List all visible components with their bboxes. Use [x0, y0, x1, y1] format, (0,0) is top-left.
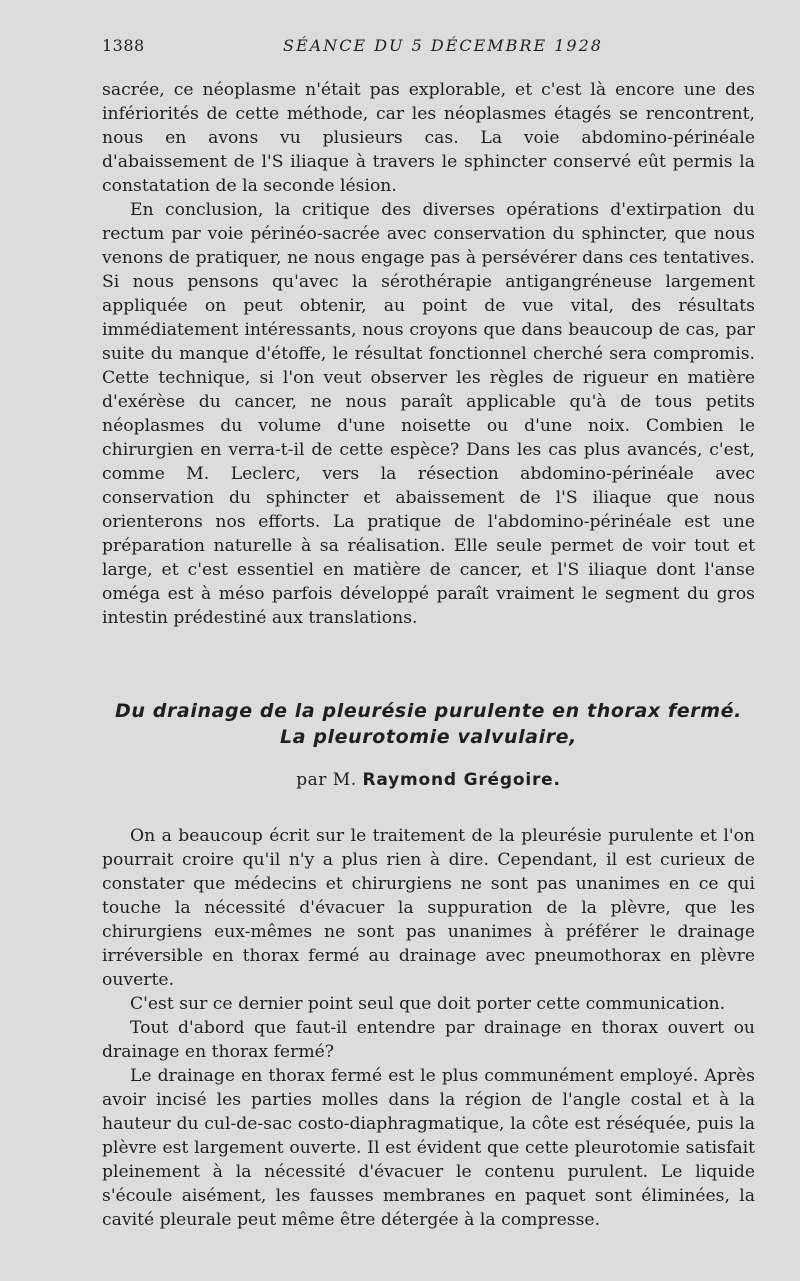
byline-prefix: par M. — [296, 770, 357, 790]
paragraph: sacrée, ce néoplasme n'était pas explorable, et c'est là encore une des infériorités de cette méthode, car les néoplasmes étagés se rencontrent, nous en avons vu plusieurs cas. La voie abdomino-périnéale d'abaissement de l'S iliaque à travers le sphincter conservé eût permis la constatation de la seconde lésion. — [102, 80, 755, 196]
paragraph: Tout d'abord que faut-il entendre par drainage en thorax ouvert ou drainage en thorax fermé? — [102, 1018, 755, 1062]
author-name: Raymond Grégoire. — [362, 770, 561, 790]
article-body — [102, 824, 755, 1232]
byline — [102, 770, 755, 790]
article-title-line: Du drainage de la pleurésie purulente en thorax fermé. — [115, 700, 742, 722]
running-header — [102, 36, 755, 60]
paragraph: Le drainage en thorax fermé est le plus communément employé. Après avoir incisé les parties molles dans la région de l'angle costal et à la hauteur du cul-de-sac costo-diaphragmatique, la côte est réséquée, puis la plèvre est largement ouverte. Il est évident que cette pleurotomie satisfait pleinement à la nécessité d'évacuer le contenu purulent. Le liquide s'écoule aisément, les fausses membranes en paquet sont éliminées, la cavité pleurale peut même être détergée à la compresse. — [102, 1066, 755, 1230]
paragraph: C'est sur ce dernier point seul que doit porter cette communication. — [130, 994, 726, 1014]
page-number: 1388 — [102, 36, 145, 55]
paragraph: En conclusion, la critique des diverses opérations d'extirpation du rectum par voie périnéo-sacrée avec conservation du sphincter, que nous venons de pratiquer, ne nous engage pas à persévérer dans ces tentatives. Si nous pensons qu'avec la sérothérapie antigangréneuse largement appliquée on peut obtenir, au point de vue vital, des résultats immédiatement intéressants, nous croyons que dans beaucoup de cas, par suite du manque d'étoffe, le résultat fonctionnel cherché sera compromis. Cette technique, si l'on veut observer les règles de rigueur en matière d'exérèse du cancer, ne nous paraît applicable qu'à de tous petits néoplasmes du volume d'une noisette ou d'une noix. Combien le chirurgien en verra-t-il de cette espèce? Dans les cas plus avancés, c'est, comme M. Leclerc, vers la résection abdomino-périnéale avec conservation du sphincter et abaissement de l'S iliaque que nous orienterons nos efforts. La pratique de l'abdomino-périnéale est une préparation naturelle à sa réalisation. Elle seule permet de voir tout et large, et c'est essentiel en matière de cancer, et l'S iliaque dont l'anse oméga est à méso parfois développé paraît vraiment le segment du gros intestin prédestiné aux translations. — [102, 200, 755, 628]
article-title — [102, 698, 755, 750]
article-title-line: La pleurotomie valvulaire, — [280, 726, 577, 748]
running-title: SÉANCE DU 5 DÉCEMBRE 1928 — [283, 36, 603, 55]
paragraph: On a beaucoup écrit sur le traitement de la pleurésie purulente et l'on pourrait croire qu'il n'y a plus rien à dire. Cependant, il est curieux de constater que médecins et chirurgiens ne sont pas unanimes en ce qui touche la nécessité d'évacuer la suppuration de la plèvre, que les chirurgiens eux-mêmes ne sont pas unanimes à préférer le drainage irréversible en thorax fermé au drainage avec pneumothorax en plèvre ouverte. — [102, 826, 755, 990]
previous-article-continuation — [102, 78, 755, 630]
